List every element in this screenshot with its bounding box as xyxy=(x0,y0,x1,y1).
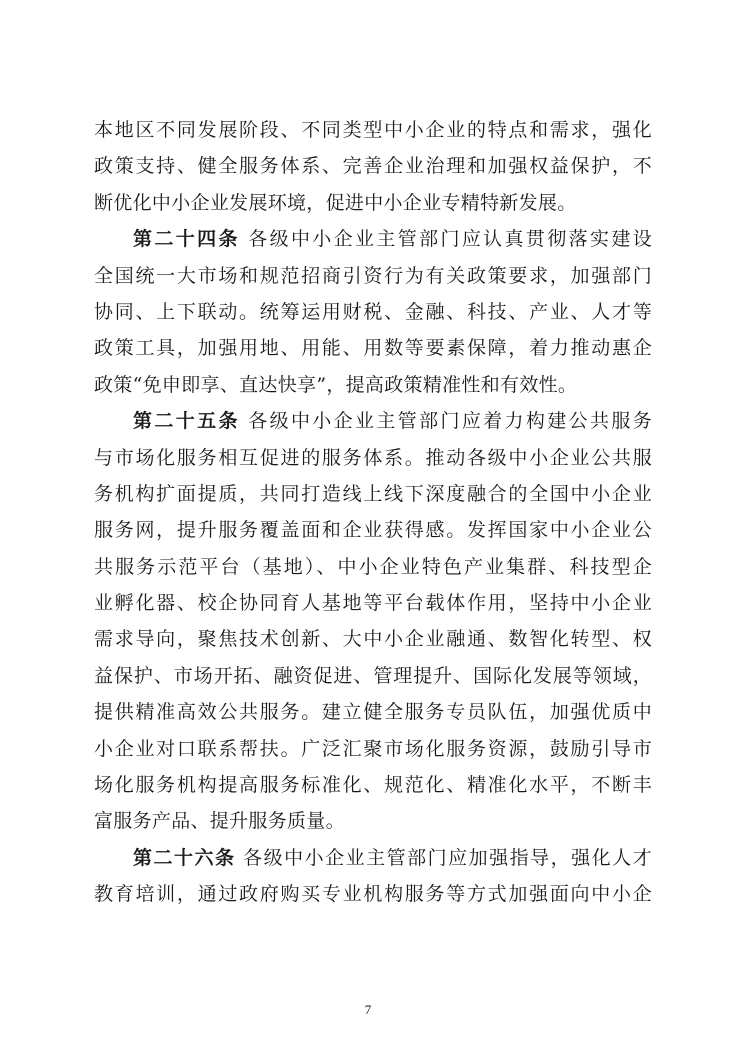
text-line: 业孵化器、校企协同育人基地等平台载体作用，坚持中小企业 xyxy=(94,592,652,615)
text-span: 各级中小企业主管部门应着力构建公共服务 xyxy=(248,410,652,433)
text-span: 各级中小企业主管部门应认真贯彻落实建设 xyxy=(248,228,652,251)
text-line: 全国统一大市场和规范招商引资行为有关政策要求，加强部门 xyxy=(94,264,652,287)
text-line: 提供精准高效公共服务。建立健全服务专员队伍，加强优质中 xyxy=(94,701,652,724)
article-first-line xyxy=(94,221,652,257)
article-first-line xyxy=(94,403,652,439)
text-line: 小企业对口联系帮扶。广泛汇聚市场化服务资源，鼓励引导市 xyxy=(94,737,652,760)
text-line: 协同、上下联动。统筹运用财税、金融、科技、产业、人才等 xyxy=(94,300,652,323)
article-first-line xyxy=(94,840,652,876)
text-line: 服务网，提升服务覆盖面和企业获得感。发挥国家中小企业公 xyxy=(94,519,652,542)
text-line: 益保护、市场开拓、融资促进、管理提升、国际化发展等领域， xyxy=(94,664,652,687)
text-line: 本地区不同发展阶段、不同类型中小企业的特点和需求，强化 xyxy=(94,119,652,141)
article-heading: 第二十四条 xyxy=(133,228,240,251)
article-heading: 第二十五条 xyxy=(133,410,240,433)
article-heading: 第二十六条 xyxy=(133,846,236,869)
text-line: 共服务示范平台（基地）、中小企业特色产业集群、科技型企 xyxy=(94,555,652,578)
text-line: 场化服务机构提高服务标准化、规范化、精准化水平，不断丰 xyxy=(94,774,652,797)
text-line: 富服务产品、提升服务质量。 xyxy=(94,810,345,833)
text-span: 各级中小企业主管部门应加强指导，强化人才 xyxy=(243,846,652,869)
text-line: 与市场化服务相互促进的服务体系。推动各级中小企业公共服 xyxy=(94,446,652,469)
text-line: 政策支持、健全服务体系、完善企业治理和加强权益保护，不 xyxy=(94,155,652,178)
text-line: 政策工具，加强用地、用能、用数等要素保障，着力推动惠企 xyxy=(94,337,652,360)
text-line: 务机构扩面提质，共同打造线上线下深度融合的全国中小企业 xyxy=(94,482,652,505)
page-number: 7 xyxy=(364,1002,372,1017)
text-line: 政策“免申即享、直达快享”，提高政策精准性和有效性。 xyxy=(94,373,578,396)
body-text xyxy=(94,112,652,913)
text-line: 教育培训，通过政府购买专业机构服务等方式加强面向中小企 xyxy=(94,883,652,906)
text-line: 需求导向，聚焦技术创新、大中小企业融通、数智化转型、权 xyxy=(94,628,652,651)
text-line: 断优化中小企业发展环境，促进中小企业专精特新发展。 xyxy=(94,191,577,214)
